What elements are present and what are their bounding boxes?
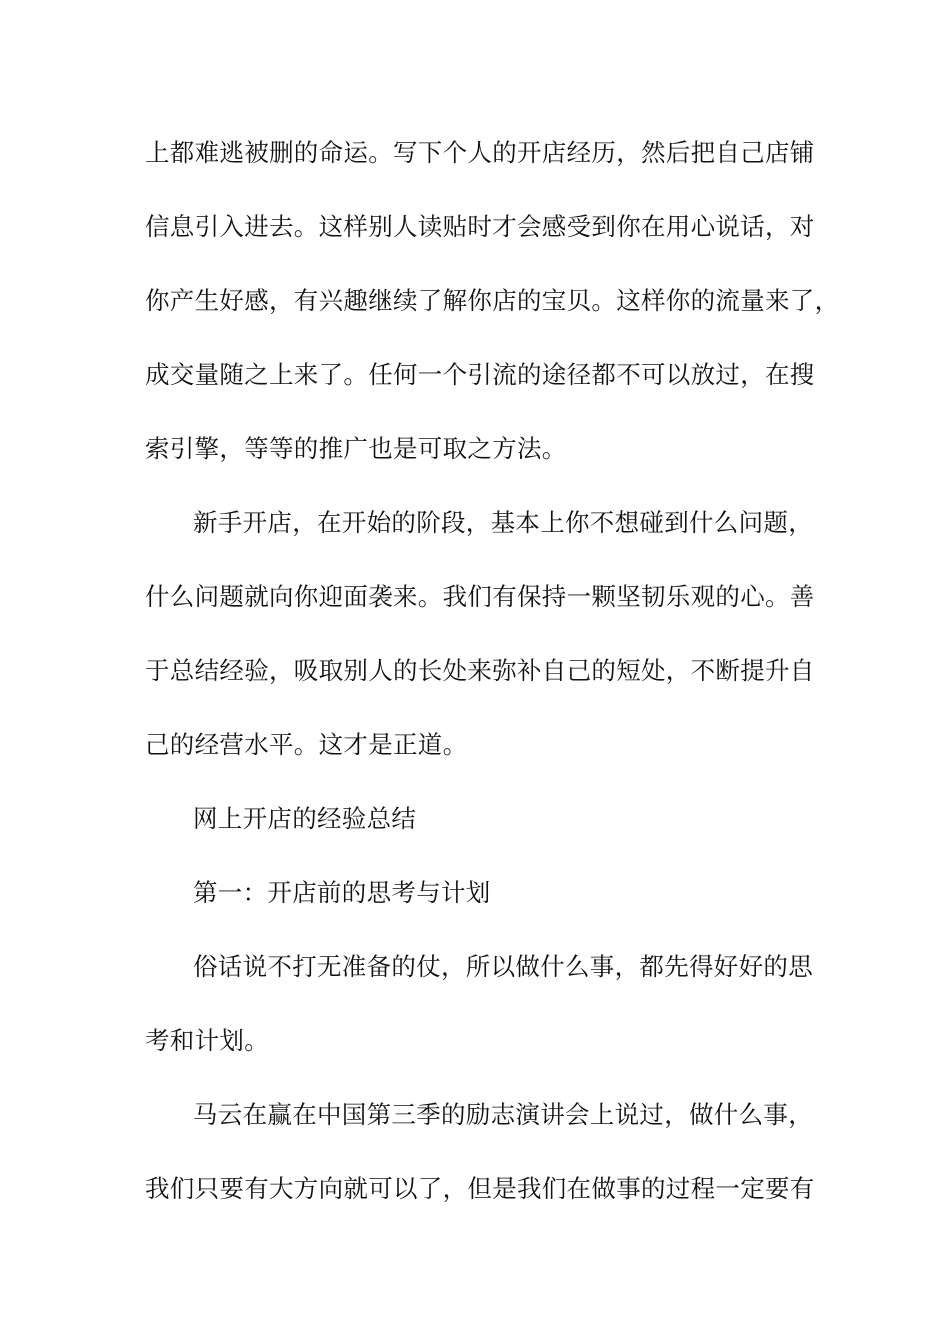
- body-text: [145, 128, 840, 1238]
- text-line: 上都难逃被删的命运。写下个人的开店经历，然后把自己店铺: [145, 138, 815, 167]
- subsection-heading: 第一：开店前的思考与计划: [193, 878, 491, 907]
- paragraph-start-line: 俗话说不打无准备的仗，所以做什么事，都先得好好的思: [193, 952, 813, 981]
- section-heading: 网上开店的经验总结: [193, 804, 417, 833]
- text-line: 成交量随之上来了。任何一个引流的途径都不可以放过，在搜: [145, 360, 815, 389]
- text-line: 什么问题就向你迎面袭来。我们有保持一颗坚韧乐观的心。善: [145, 582, 815, 611]
- text-line: 索引擎，等等的推广也是可取之方法。: [145, 434, 567, 463]
- text-line: 你产生好感，有兴趣继续了解你店的宝贝。这样你的流量来了，: [145, 286, 840, 315]
- text-line: 考和计划。: [145, 1026, 269, 1055]
- text-line: 己的经营水平。这才是正道。: [145, 730, 468, 759]
- text-line: 于总结经验，吸取别人的长处来弥补自己的短处，不断提升自: [145, 656, 815, 685]
- paragraph-start-line: 新手开店，在开始的阶段，基本上你不想碰到什么问题，: [193, 508, 813, 537]
- text-line: 我们只要有大方向就可以了，但是我们在做事的过程一定要有: [145, 1174, 815, 1203]
- text-line: 信息引入进去。这样别人读贴时才会感受到你在用心说话，对: [145, 212, 815, 241]
- paragraph-start-line: 马云在赢在中国第三季的励志演讲会上说过，做什么事，: [193, 1100, 813, 1129]
